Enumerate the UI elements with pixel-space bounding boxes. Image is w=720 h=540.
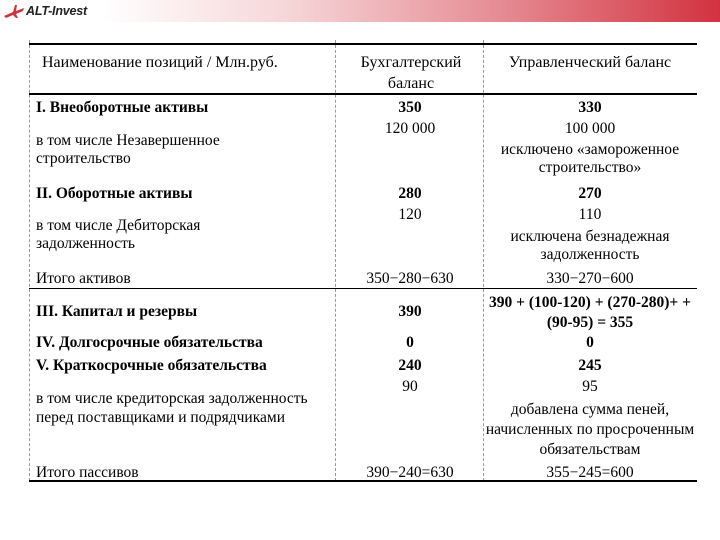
row-value-accounting: 120: [398, 206, 422, 223]
row-note: исключено «замороженное строительство»: [500, 141, 680, 176]
row-value-accounting: 390−240=630: [366, 464, 454, 481]
row-label-total-liabilities: Итого пассивов: [36, 464, 139, 481]
row-value-management: 270: [578, 185, 602, 202]
row-label-long-term: IV. Долгосрочные обязательства: [36, 334, 263, 351]
logo-text: ALT-Invest: [26, 4, 87, 18]
row-label-current-assets: II. Оборотные активы: [36, 185, 193, 202]
row-label-fixed-assets: I. Внеоборотные активы: [36, 99, 209, 116]
column-header-accounting: Бухгалтерский баланс: [360, 54, 462, 92]
row-value-accounting: 240: [398, 357, 422, 374]
column-header-management: Управленческий баланс: [508, 54, 672, 71]
row-label-construction: в том числе Незавершенное строительство: [36, 132, 220, 167]
row-value-management: 110: [578, 206, 602, 223]
row-value-accounting: 0: [406, 334, 414, 351]
row-value-management: 100 000: [564, 120, 616, 137]
row-value-management: 95: [582, 378, 598, 395]
row-value-management: 390 + (100-120) + (270-280)+ + (90-95) = 355: [489, 294, 691, 331]
assets-total-rule: [29, 288, 697, 289]
row-value-accounting: 280: [398, 185, 422, 202]
row-value-management: 355−245=600: [546, 464, 634, 481]
row-value-management: 330: [578, 99, 602, 116]
column-header-name: Наименование позиций / Млн.руб.: [42, 54, 278, 71]
header-top-rule: [29, 43, 697, 45]
row-label-total-assets: Итого активов: [36, 270, 131, 287]
row-value-management: 330−270−600: [546, 270, 634, 287]
row-value-accounting: 90: [402, 378, 418, 395]
row-note: добавлена сумма пеней, начисленных по просроченным обязательствам: [485, 401, 695, 458]
row-label-payables: в том числе кредиторская задолженность перед поставщиками и подрядчиками: [36, 390, 308, 426]
row-label-capital: III. Капитал и резервы: [36, 303, 198, 320]
plane-icon: [3, 3, 25, 19]
row-value-accounting: 350: [398, 99, 422, 116]
logo: [3, 2, 87, 20]
row-value-accounting: 390: [398, 303, 422, 320]
row-label-receivables: в том числе Дебиторская задолженность: [36, 217, 201, 252]
row-note: исключена безнадежная задолженность: [510, 228, 670, 263]
row-value-management: 245: [578, 357, 602, 374]
row-value-accounting: 350−280−630: [366, 270, 454, 287]
header-band: [0, 0, 720, 22]
row-value-management: 0: [586, 334, 594, 351]
row-label-short-term: V. Краткосрочные обязательства: [36, 357, 267, 374]
row-value-accounting: 120 000: [384, 120, 436, 137]
